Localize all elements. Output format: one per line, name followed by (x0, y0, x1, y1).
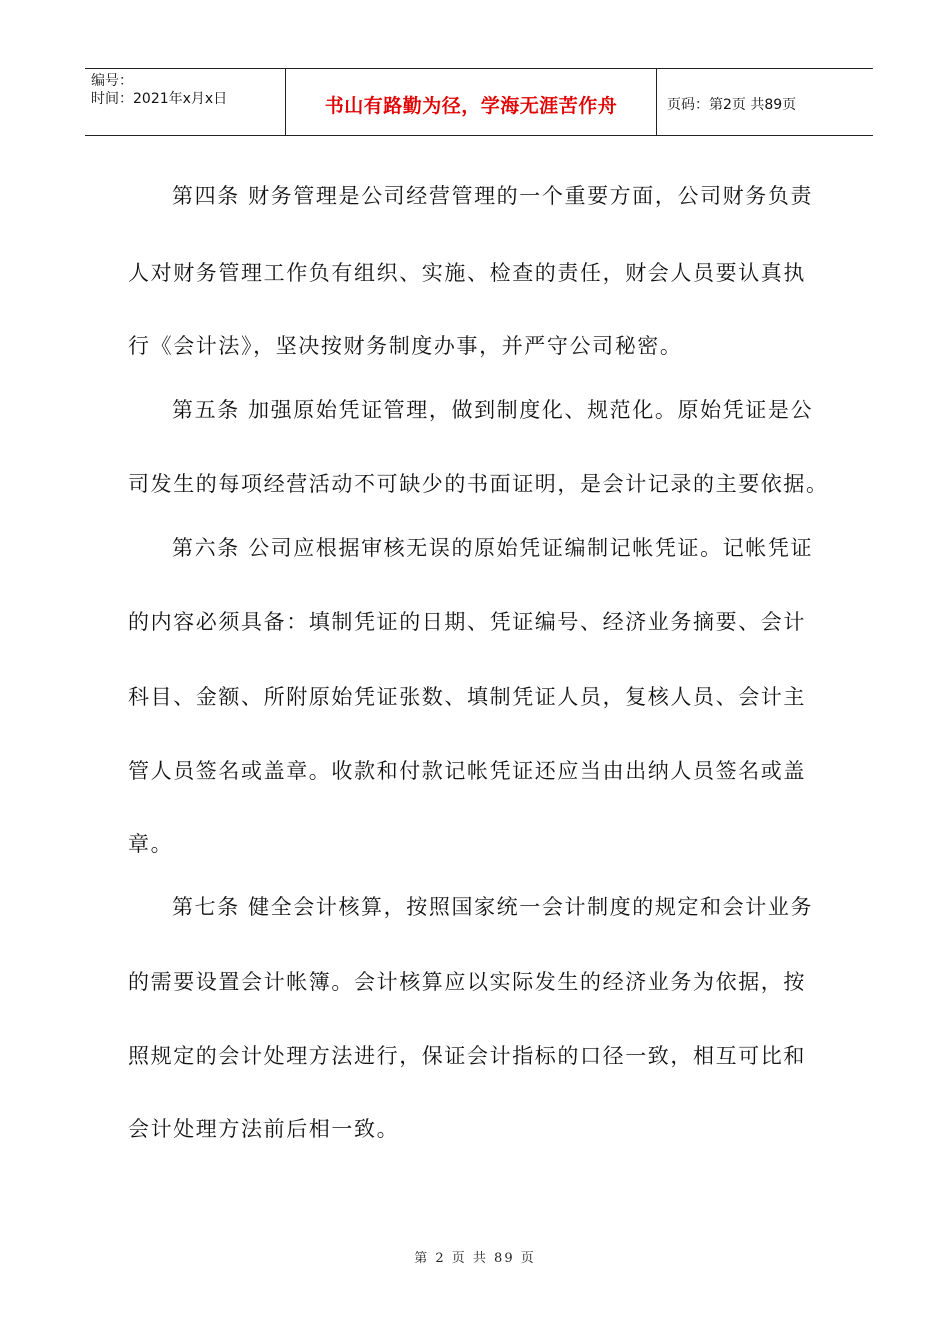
paragraph-line: 会计处理方法前后相一致。 (128, 1117, 400, 1141)
paragraph-line: 第四条 财务管理是公司经营管理的一个重要方面，公司财务负责 (172, 184, 814, 208)
paragraph-line: 人对财务管理工作负有组织、实施、检查的责任，财会人员要认真执 (128, 261, 806, 285)
paragraph-line: 第七条 健全会计核算，按照国家统一会计制度的规定和会计业务 (172, 895, 814, 919)
paragraph-line: 的需要设置会计帐簿。会计核算应以实际发生的经济业务为依据，按 (128, 970, 806, 994)
paragraph-line: 司发生的每项经营活动不可缺少的书面证明，是会计记录的主要依据。 (128, 472, 829, 496)
document-number-label: 编号： (91, 73, 133, 89)
header-motto-cell (286, 69, 657, 135)
paragraph-line: 管人员签名或盖章。收款和付款记帐凭证还应当由出纳人员签名或盖 (128, 759, 806, 783)
paragraph-line: 章。 (128, 832, 174, 856)
paragraph-line: 行《会计法》，坚决按财务制度办事，并严守公司秘密。 (128, 334, 683, 358)
paragraph-line: 的内容必须具备：填制凭证的日期、凭证编号、经济业务摘要、会计 (128, 610, 806, 634)
document-date: 时间：2021年x月x日 (91, 91, 228, 107)
header-meta-cell (85, 69, 286, 135)
paragraph-line: 照规定的会计处理方法进行，保证会计指标的口径一致，相互可比和 (128, 1044, 806, 1068)
page-header (85, 68, 873, 136)
paragraph-line: 第六条 公司应根据审核无误的原始凭证编制记帐凭证。记帐凭证 (172, 536, 814, 560)
header-page-info: 页码：第2页 共89页 (667, 97, 797, 113)
paragraph-line: 第五条 加强原始凭证管理，做到制度化、规范化。原始凭证是公 (172, 398, 814, 422)
paragraph-line: 科目、金额、所附原始凭证张数、填制凭证人员，复核人员、会计主 (128, 685, 806, 709)
header-motto: 书山有路勤为径，学海无涯苦作舟 (324, 94, 618, 117)
header-page-cell (657, 69, 873, 135)
page-footer: 第 2 页 共 89 页 (414, 1251, 536, 1266)
